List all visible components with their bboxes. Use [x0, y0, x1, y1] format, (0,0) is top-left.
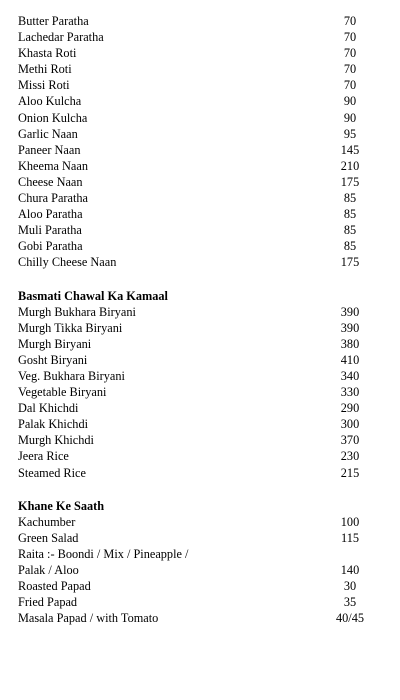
- menu-item: [18, 448, 368, 464]
- menu-item: [18, 238, 368, 254]
- menu-item: [18, 465, 368, 481]
- item-name: Murgh Biryani: [18, 336, 92, 351]
- item-name: Masala Papad / with Tomato: [18, 611, 159, 626]
- item-price: 85: [343, 207, 357, 222]
- menu-page: [18, 13, 368, 626]
- item-price: 340: [340, 368, 360, 383]
- menu-item: [18, 594, 368, 610]
- menu-item: [18, 190, 368, 206]
- item-name: Palak Khichdi: [18, 417, 89, 432]
- menu-item: [18, 514, 368, 530]
- item-price: 100: [340, 514, 360, 529]
- item-price: 85: [343, 191, 357, 206]
- menu-item: [18, 336, 368, 352]
- menu-item: [18, 416, 368, 432]
- section-accompaniments: [18, 498, 368, 627]
- item-name: Gosht Biryani: [18, 352, 88, 367]
- menu-item: [18, 320, 368, 336]
- section-heading: Khane Ke Saath: [18, 498, 105, 513]
- item-price: 70: [343, 62, 357, 77]
- item-name: Garlic Naan: [18, 126, 78, 141]
- item-price: 390: [340, 304, 360, 319]
- item-price: 330: [340, 385, 360, 400]
- item-name: Khasta Roti: [18, 46, 77, 61]
- item-name: Vegetable Biryani: [18, 385, 107, 400]
- item-price: 210: [340, 158, 360, 173]
- item-name: Murgh Khichdi: [18, 433, 94, 448]
- item-name: Roasted Papad: [18, 579, 91, 594]
- item-price: 215: [340, 465, 360, 480]
- menu-item: [18, 400, 368, 416]
- menu-item: [18, 610, 368, 626]
- item-name: Paneer Naan: [18, 142, 81, 157]
- item-price: 115: [341, 530, 359, 545]
- item-price: 290: [340, 401, 360, 416]
- item-price: 300: [340, 417, 360, 432]
- item-price: 140: [340, 563, 360, 577]
- item-name: Dal Khichdi: [18, 401, 79, 416]
- menu-item: [18, 254, 368, 270]
- menu-item: [18, 578, 368, 594]
- item-price: 390: [340, 320, 360, 335]
- item-name: Green Salad: [18, 530, 79, 545]
- item-price: 85: [343, 223, 357, 238]
- item-price: 410: [340, 352, 360, 367]
- item-price: 175: [340, 255, 360, 270]
- menu-item: [18, 158, 368, 174]
- item-name: Veg. Bukhara Biryani: [18, 368, 125, 383]
- menu-item: [18, 126, 368, 142]
- item-name: Aloo Kulcha: [18, 94, 82, 109]
- item-price: 70: [343, 78, 357, 93]
- item-price: 40/45: [335, 611, 364, 626]
- item-price: 70: [343, 30, 357, 45]
- menu-item: [18, 61, 368, 77]
- section-rice: [18, 288, 368, 481]
- item-price: 90: [343, 110, 357, 125]
- item-price: 370: [340, 433, 360, 448]
- section-heading: Basmati Chawal Ka Kamaal: [18, 288, 168, 303]
- item-name: Chura Paratha: [18, 191, 88, 206]
- menu-item: [18, 13, 368, 29]
- menu-item: [18, 562, 368, 578]
- item-price: 35: [343, 595, 357, 610]
- item-price: 380: [340, 336, 360, 351]
- menu-item: [18, 530, 368, 546]
- item-price: 175: [340, 174, 360, 189]
- item-name: Gobi Paratha: [18, 239, 83, 254]
- menu-item: [18, 142, 368, 158]
- item-name: Palak / Aloo: [18, 563, 79, 577]
- menu-item: [18, 110, 368, 126]
- item-price: 70: [343, 46, 357, 61]
- item-price: 230: [340, 449, 360, 464]
- menu-item: [18, 45, 368, 61]
- section-breads: [18, 13, 368, 271]
- menu-item: [18, 432, 368, 448]
- menu-item: [18, 546, 368, 562]
- item-name: Chilly Cheese Naan: [18, 255, 117, 270]
- menu-item: [18, 206, 368, 222]
- item-name: Muli Paratha: [18, 223, 82, 238]
- item-name: Aloo Paratha: [18, 207, 83, 222]
- menu-item: [18, 384, 368, 400]
- item-name: Methi Roti: [18, 62, 72, 77]
- item-price: 145: [340, 142, 360, 157]
- item-price: 95: [343, 126, 357, 141]
- menu-item: [18, 29, 368, 45]
- item-name: Kheema Naan: [18, 158, 88, 173]
- item-price: 90: [343, 94, 357, 109]
- item-price: 30: [343, 579, 357, 594]
- item-name: Cheese Naan: [18, 174, 83, 189]
- menu-item: [18, 222, 368, 238]
- menu-item: [18, 352, 368, 368]
- menu-item: [18, 368, 368, 384]
- item-name: Onion Kulcha: [18, 110, 88, 125]
- menu-item: [18, 174, 368, 190]
- item-name: Murgh Tikka Biryani: [18, 320, 123, 335]
- menu-item: [18, 93, 368, 109]
- item-name: Fried Papad: [18, 595, 78, 610]
- item-name: Murgh Bukhara Biryani: [18, 304, 136, 319]
- menu-item: [18, 77, 368, 93]
- item-name: Lachedar Paratha: [18, 30, 104, 45]
- item-name: Missi Roti: [18, 78, 70, 93]
- item-name: Butter Paratha: [18, 14, 89, 28]
- item-price: 70: [343, 14, 357, 28]
- menu-item: [18, 304, 368, 320]
- item-name: Kachumber: [18, 514, 76, 529]
- item-name: Jeera Rice: [18, 449, 69, 464]
- item-name: Raita :- Boondi / Mix / Pineapple /: [18, 546, 189, 561]
- item-name: Steamed Rice: [18, 465, 86, 480]
- item-price: 85: [343, 239, 357, 254]
